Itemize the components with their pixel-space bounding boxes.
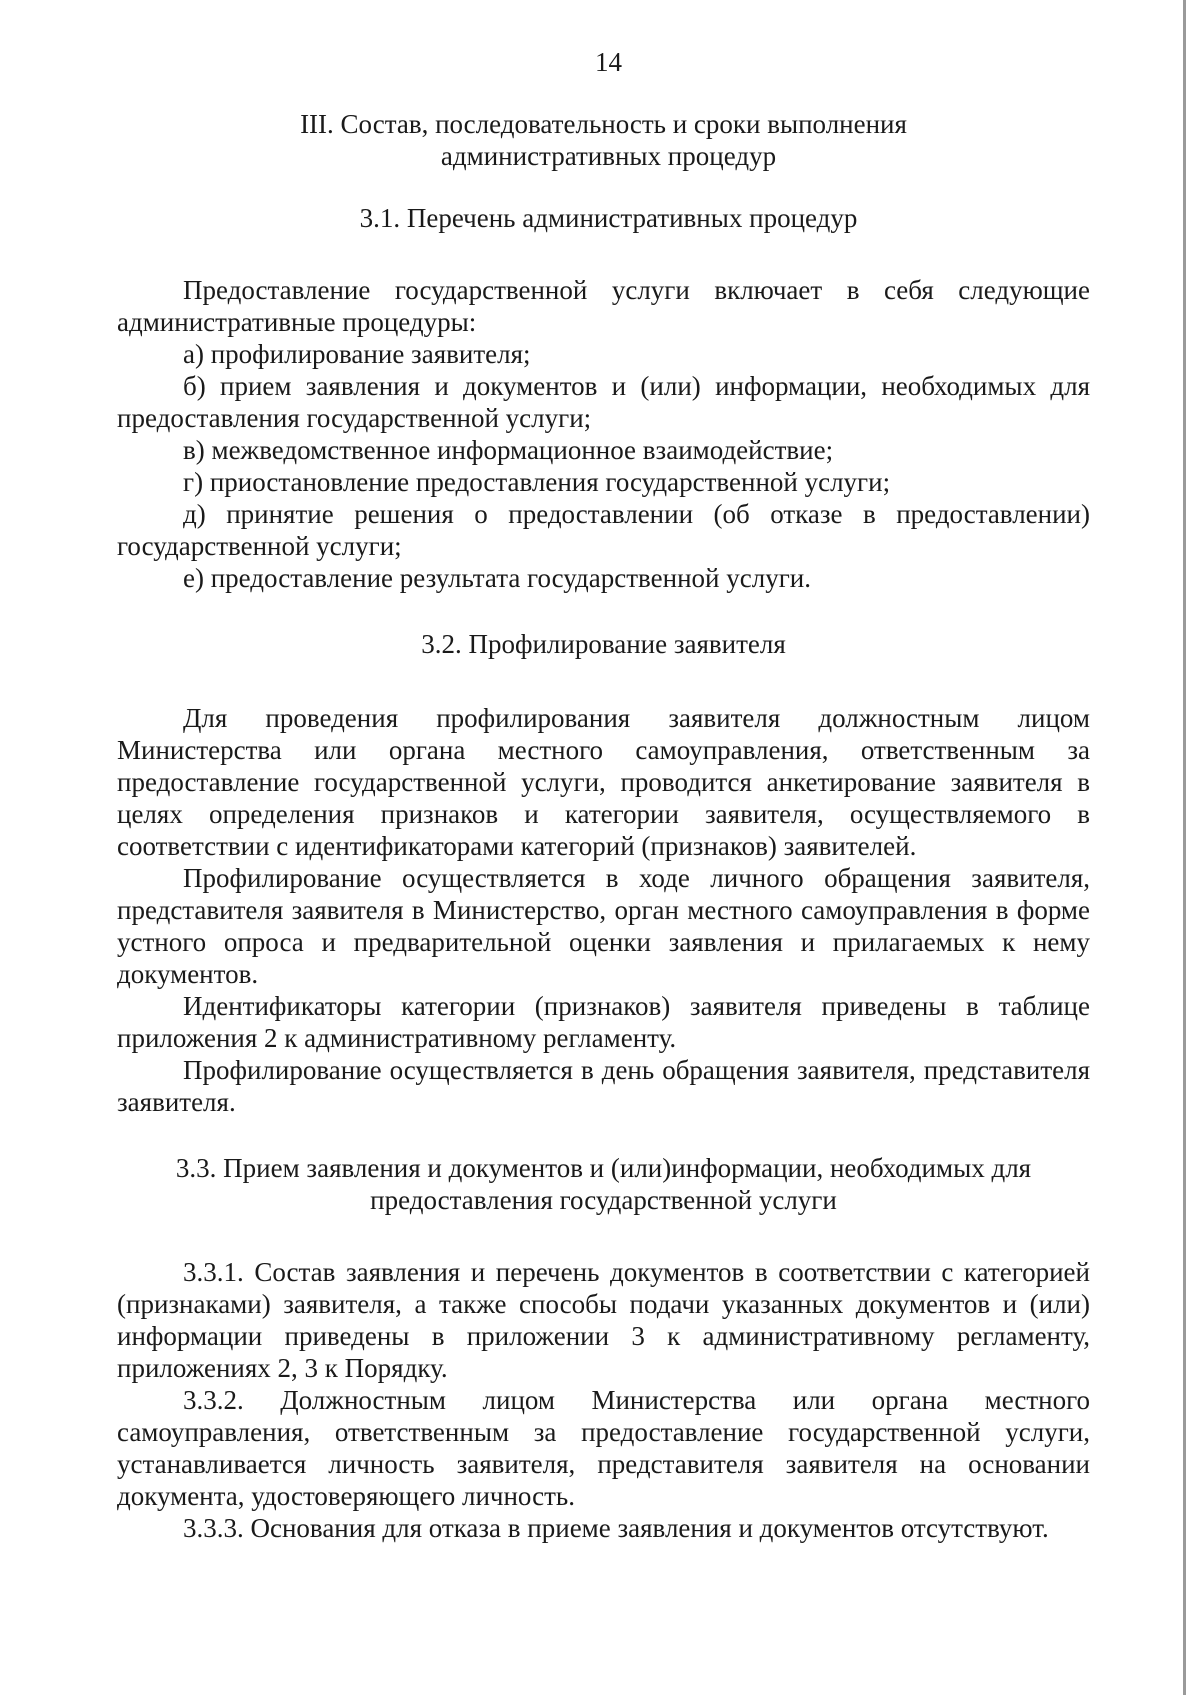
scan-edge-line — [1183, 0, 1186, 1695]
subsection-3-1-intro: Предоставление государственной услуги включает в себя следующие административные процедуры: — [117, 275, 1090, 337]
procedure-item-b: б) прием заявления и документов и (или) информации, необходимых для предоставления государственной услуги; — [117, 371, 1090, 433]
subsection-3-2-paragraph-3: Идентификаторы категории (признаков) заявителя приведены в таблице приложения 2 к административному регламенту. — [117, 991, 1090, 1053]
section-title — [117, 108, 1090, 172]
subsection-3-2-paragraph-2: Профилирование осуществляется в ходе личного обращения заявителя, представителя заявителя в Министерство, орган местного самоуправления в форме устного опроса и предварительной оценки заявления и прилагаемых к нему документов. — [117, 863, 1090, 989]
section-title-line-2: административных процедур — [440, 141, 777, 171]
subsection-3-3-title-line-1: 3.3. Прием заявления и документов и (или)информации, необходимых для — [175, 1153, 1032, 1183]
procedure-item-a: а) профилирование заявителя; — [183, 339, 531, 369]
subsection-3-3-title-line-2: предоставления государственной услуги — [370, 1185, 837, 1215]
section-title-line-1: III. Состав, последовательность и сроки выполнения — [300, 109, 907, 139]
subsection-3-2-paragraph-4: Профилирование осуществляется в день обращения заявителя, представителя заявителя. — [117, 1055, 1090, 1117]
subsection-3-2-title: 3.2. Профилирование заявителя — [421, 629, 786, 659]
page-number: 14 — [595, 47, 622, 77]
subsection-3-1-title: 3.1. Перечень административных процедур — [359, 203, 858, 233]
subsection-3-2-paragraph-1: Для проведения профилирования заявителя должностным лицом Министерства или органа местного самоуправления, ответственным за предоставление государственной услуги, проводится анкетирование заявителя в целях определения признаков и категории заявителя, осуществляемого в соответствии с идентификаторами категорий (признаков) заявителей. — [117, 703, 1090, 861]
procedure-item-g: г) приостановление предоставления государственной услуги; — [183, 467, 891, 497]
subsection-3-3-title — [117, 1152, 1090, 1216]
clause-3-3-3: 3.3.3. Основания для отказа в приеме заявления и документов отсутствуют. — [183, 1513, 1049, 1543]
procedure-item-e: е) предоставление результата государственной услуги. — [183, 563, 811, 593]
procedure-item-d: д) принятие решения о предоставлении (об отказе в предоставлении) государственной услуги; — [117, 499, 1090, 561]
procedure-item-v: в) межведомственное информационное взаимодействие; — [183, 435, 834, 465]
clause-3-3-2: 3.3.2. Должностным лицом Министерства или органа местного самоуправления, ответственным за предоставление государственной услуги, устанавливается личность заявителя, представителя заявителя на основании документа, удостоверяющего личность. — [117, 1385, 1090, 1511]
clause-3-3-1: 3.3.1. Состав заявления и перечень документов в соответствии с категорией (признаками) заявителя, а также способы подачи указанных документов и (или) информации приведены в приложении 3 к административному регламенту, приложениях 2, 3 к Порядку. — [117, 1257, 1090, 1383]
